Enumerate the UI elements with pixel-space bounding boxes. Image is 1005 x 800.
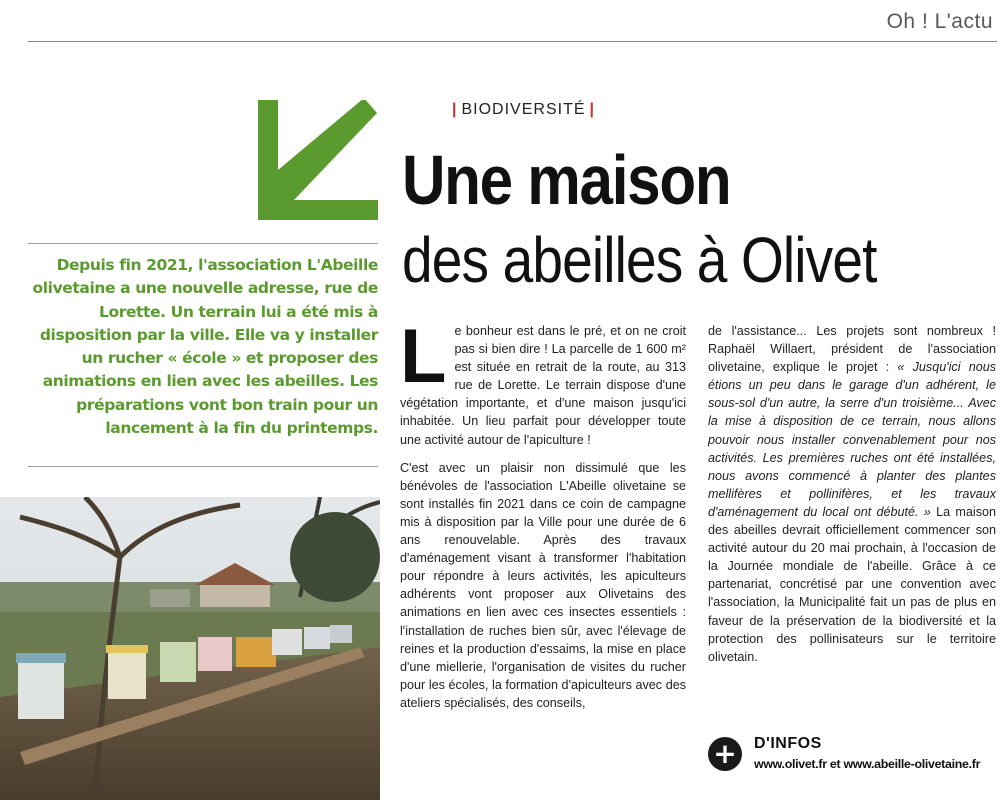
paragraph-3-start: de l'assistance... Les projets sont nombreux ! Raphaël Willaert, président de l'association olivetaine, explique le projet :	[708, 324, 996, 375]
paragraph-3-end: La maison des abeilles devrait officiellement commencer son activité autour du 20 mai prochain, à l'occasion de la Journée mondiale de l'abeille. Grâce à ce partenariat, concrétisé par une convention avec l'association, la Municipalité fait un pas de plus en faveur de la préservation de la biodiversité et la protection des pollinisateurs sur le territoire olivetain.	[708, 504, 996, 664]
paragraph-2: C'est avec un plaisir non dissimulé que les bénévoles de l'association L'Abeille olivetaine se sont installés fin 2021 dans ce coin de campagne mis à disposition par la Ville pour une durée de 6 ans renouvelable. Après des travaux d'aménagement visant à transformer l'habitation pour répondre à leurs activités, les apiculteurs adhérents vont proposer aux Olivetains des animations en lien avec ces insectes essentiels : l'installation de ruches bien sûr, avec l'élevage de reines et la production d'essaims, la mise en place d'une miellerie, l'organisation de visites du rucher pour les écoles, la formation d'apiculteurs avec des ateliers spécialisés, des conseils,	[400, 460, 686, 710]
title-line-2: des abeilles à Olivet	[402, 224, 877, 296]
beehives-photo	[0, 497, 380, 800]
text-column-2	[708, 322, 996, 666]
chapo-bottom-rule	[28, 466, 378, 467]
dropcap-letter: L	[400, 314, 447, 399]
chapo-text: Depuis fin 2021, l'association L'Abeille olivetaine a une nouvelle adresse, rue de Lorette. Un terrain lui a été mis à disposition par la ville. Elle va y installer un rucher « école » et proposer des animations en lien avec les abeilles. Les préparations vont bon train pour un lancement à la fin du printemps.	[32, 256, 378, 438]
down-left-arrow-icon	[258, 100, 378, 220]
plus-circle-icon: +	[708, 737, 742, 771]
more-info-title: D'INFOS	[754, 735, 822, 752]
chapo-top-rule	[28, 243, 378, 244]
category-text: BIODIVERSITÉ	[461, 101, 586, 118]
text-column-1	[400, 314, 686, 712]
paragraph-3	[708, 322, 996, 666]
more-info-box	[708, 735, 998, 775]
category-label: | BIODIVERSITÉ |	[452, 101, 595, 118]
title-line-1: Une maison	[402, 141, 731, 219]
paragraph-1: e bonheur est dans le pré, et on ne croit pas si bien dire ! La parcelle de 1 600 m² est située en retrait de la route, au 313 rue de Lorette. Le terrain dispose d'une végétation importante, et d'une maison jusqu'ici inhabitée. Un lieu parfait pour développer toute une activité autour de l'apiculture !	[400, 324, 686, 447]
top-rule	[28, 41, 997, 42]
more-info-links[interactable]: www.olivet.fr et www.abeille-olivetaine.fr	[754, 757, 981, 771]
section-tag: Oh ! L'actu	[886, 10, 993, 33]
president-quote: « Jusqu'ici nous étions un peu dans le garage d'un adhérent, le sous-sol d'un autre, la serre d'un troisième... Avec la mise à disposition de ce terrain, nous allons pouvoir nous installer convenablement pour nos activités. Les premières ruches ont été installées, nous avons commencé à planter des plantes mellifères et pollinifères, et les travaux d'aménagement du local ont débuté. »	[708, 360, 997, 519]
